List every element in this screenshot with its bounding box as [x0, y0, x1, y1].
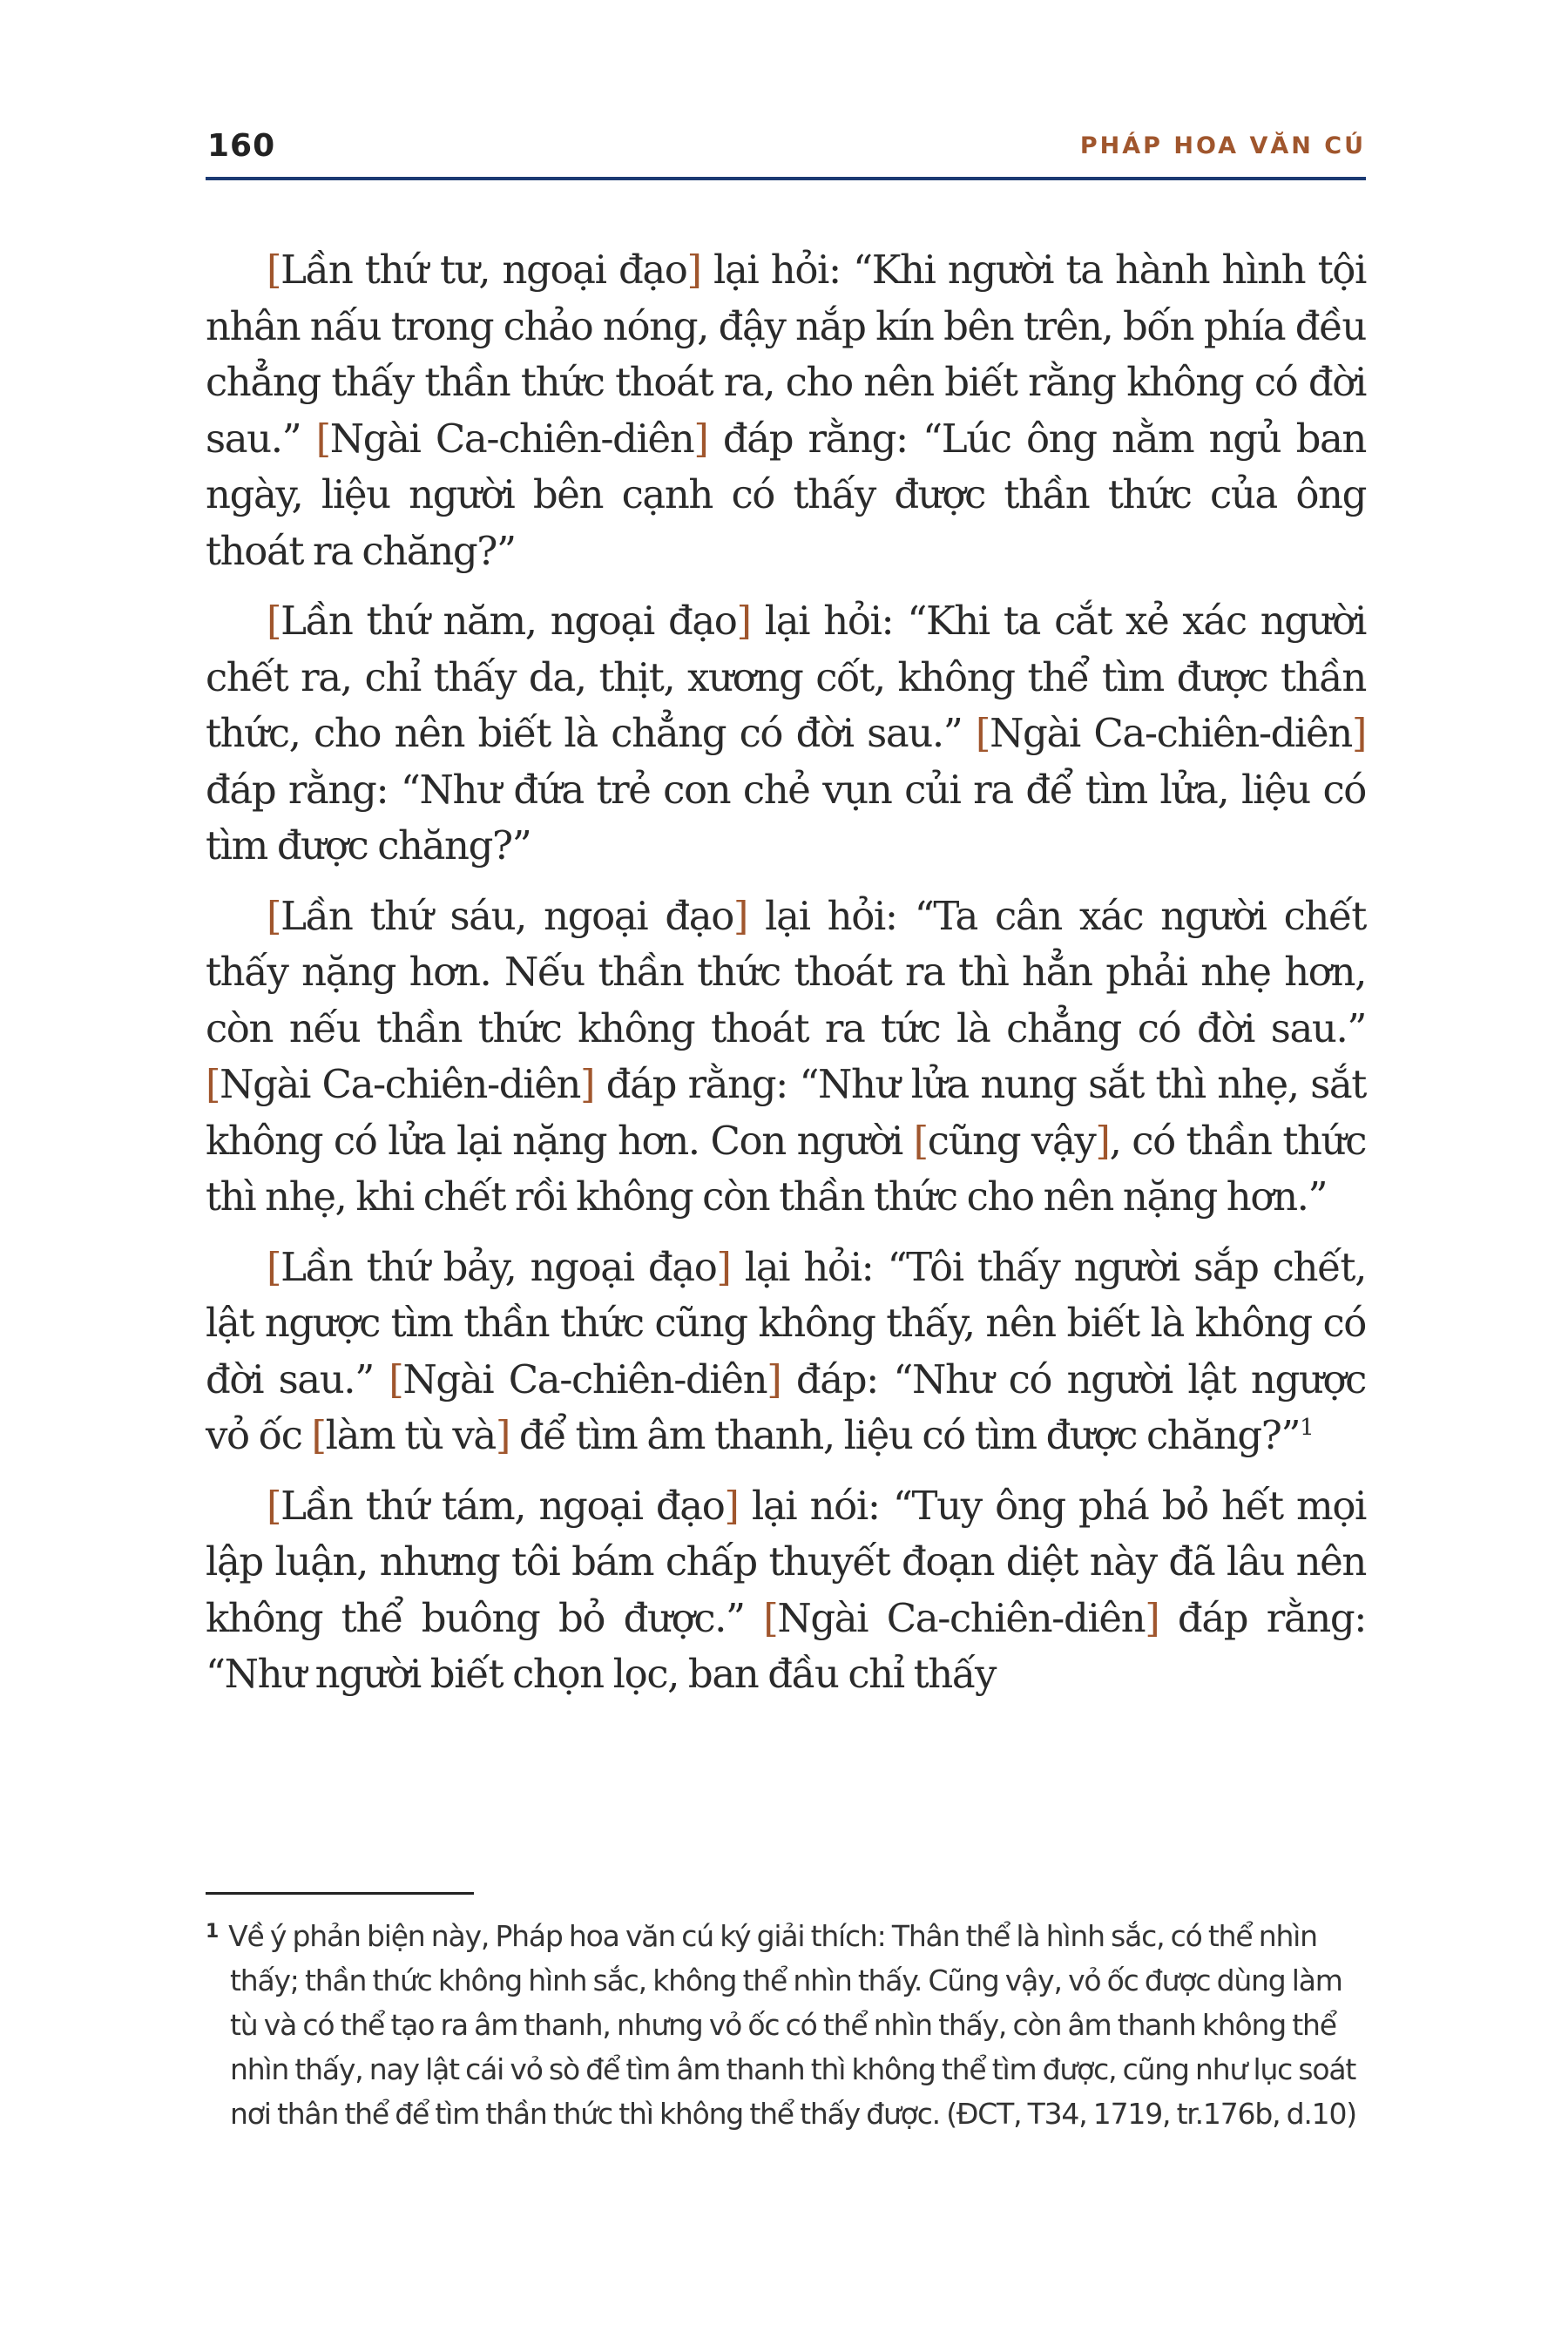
body-text — [206, 242, 1366, 1717]
paragraph-6th-question: [Lần thứ sáu, ngoại đạo] lại hỏi: “Ta cân xác người chết thấy nặng hơn. Nếu thần thức thoát ra thì hẳn phải nhẹ hơn, còn nếu thần thức không thoát ra tức là chẳng có đời sau.” [Ngài Ca-chiên-diên] đáp rằng: “Như lửa nung sắt thì nhẹ, sắt không có lửa lại nặng hơn. Con người [cũng vậy], có thần thức thì nhẹ, khi chết rồi không còn thần thức cho nên nặng hơn.” — [206, 892, 1366, 1220]
footnote-1 — [206, 1909, 1366, 2136]
paragraph-8th-question: [Lần thứ tám, ngoại đạo] lại nói: “Tuy ông phá bỏ hết mọi lập luận, nhưng tôi bám chấp thuyết đoạn diệt này đã lâu nên không thể buông bỏ được.” [Ngài Ca-chiên-diên] đáp rằng: “Như người biết chọn lọc, ban đầu chỉ thấy — [206, 1482, 1367, 1697]
footnote-text: Về ý phản biện này, Pháp hoa văn cú ký giải thích: Thân thể là hình sắc, có thể nhìn thấy; thần thức không hình sắc, không thể nhìn thấy. Cũng vậy, vỏ ốc được dùng làm tù và có thể tạo ra âm thanh, nhưng vỏ ốc có thể nhìn thấy, còn âm thanh không thể nhìn thấy, nay lật cái vỏ sò để tìm âm thanh thì không thể tìm được, cũng như lục soát nơi thân thể để tìm thần thức thì không thể thấy được. (ĐCT, T34, 1719, tr.176b, d.10) — [228, 1919, 1356, 2131]
paragraph-4th-question: [Lần thứ tư, ngoại đạo] lại hỏi: “Khi người ta hành hình tội nhân nấu trong chảo nóng, đậy nắp kín bên trên, bốn phía đều chẳng thấy thần thức thoát ra, cho nên biết rằng không có đời sau.” [Ngài Ca-chiên-diên] đáp rằng: “Lúc ông nằm ngủ ban ngày, liệu người bên cạnh có thấy được thần thức của ông thoát ra chăng?” — [206, 247, 1366, 574]
page-header — [206, 118, 1366, 180]
footnote — [206, 1909, 1366, 2136]
footnote-divider — [206, 1892, 474, 1895]
paragraph-7th-question: [Lần thứ bảy, ngoại đạo] lại hỏi: “Tôi thấy người sắp chết, lật ngược tìm thần thức cũng không thấy, nên biết là không có đời sau.” [Ngài Ca-chiên-diên] đáp: “Như có người lật ngược vỏ ốc [làm tù và] để tìm âm thanh, liệu có tìm được chăng?”$^1$ — [206, 1243, 1366, 1458]
paragraph-5th-question: [Lần thứ năm, ngoại đạo] lại hỏi: “Khi ta cắt xẻ xác người chết ra, chỉ thấy da, thịt, xương cốt, không thể tìm được thần thức, cho nên biết là chẳng có đời sau.” [Ngài Ca-chiên-diên] đáp rằng: “Như đứa trẻ con chẻ vụn củi ra để tìm lửa, liệu có tìm được chăng?” — [206, 598, 1366, 868]
footnote-number: 1 — [206, 1921, 219, 1943]
running-title: PHÁP HOA VĂN CÚ — [1079, 132, 1366, 159]
footnote-reference[interactable]: 1 — [1300, 1415, 1314, 1441]
page-number: 160 — [207, 128, 276, 164]
